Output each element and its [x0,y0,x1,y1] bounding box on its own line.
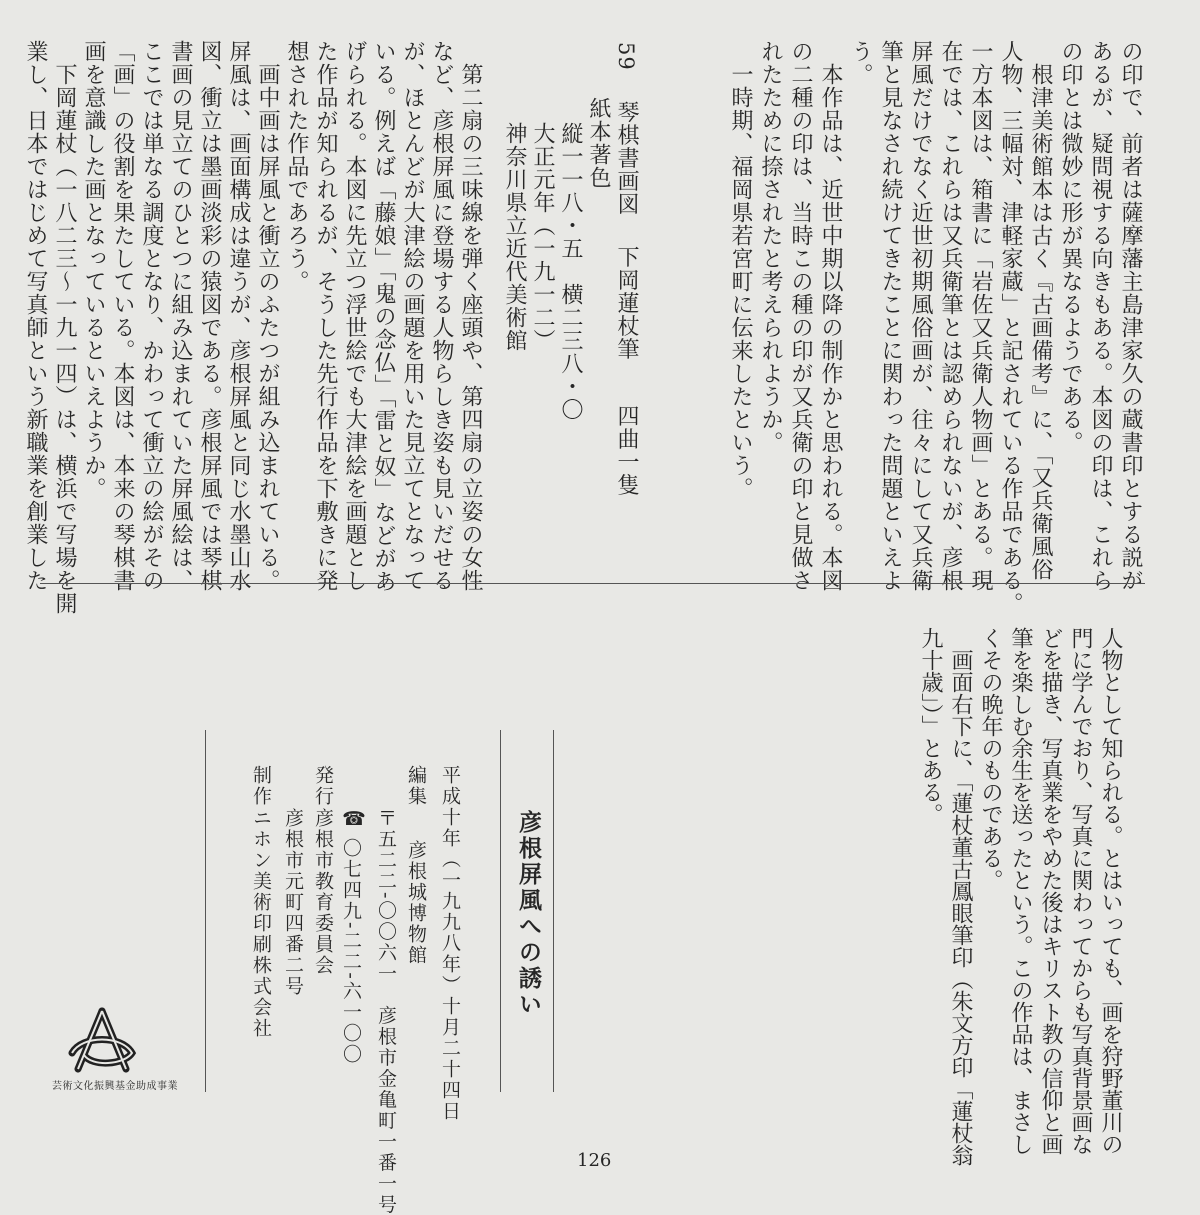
colophon-production-row [248,765,275,1039]
text-line: あるが、疑問視する向きもある。本図の印は、これら [1088,40,1113,592]
text-line: 屏風だけでなく近世初期風俗画が、往々にして又兵衛 [908,40,933,592]
text-line: 九十歳」）」とある。 [918,627,943,825]
entry-medium: 紙本著色 [586,97,611,189]
text-line: 本作品は、近世中期以降の制作かと思われる。本図 [818,40,843,592]
text-line: た作品が知られるが、そうした先行作品を下敷きに発 [313,40,338,592]
logo-caption: 芸術文化振興基金助成事業 [52,1081,178,1092]
entry-title: 琴棋書画図 [614,100,639,216]
section-divider [40,583,1145,584]
text-block-top-left [21,40,485,615]
entry-heading [612,42,640,497]
text-line: 門に学んでおり、写真に関わってからも写真背景画な [1068,627,1093,1155]
text-line: の印で、前者は薩摩藩主島津家久の蔵書印とする説が [1118,40,1143,592]
text-line: 筆を楽しむ余生を送ったという。この作品は、まさし [1008,627,1033,1155]
text-line: 屏風は、画面構成は違うが、彦根屏風と同じ水墨山水 [226,40,251,592]
text-block-top-right [725,40,1145,615]
text-line: う。 [848,40,873,86]
text-line: 人物として知られる。とはいっても、画を狩野董川の [1098,627,1123,1155]
text-line: 一方本図は、箱書に「岩佐又兵衛人物画」とある。現 [968,40,993,592]
text-line: 筆と見なされ続けてきたことに関わった問題といえよ [878,40,903,592]
text-line: 人物、三幅対、津軽家蔵」と記されている作品である。 [998,40,1023,615]
text-line: 「画」の役割を果たしている。本図は、本来の琴棋書 [110,40,135,592]
colophon-publisher-row [310,765,337,976]
text-line: 一時期、福岡県若宮町に伝来したという。 [728,40,753,500]
text-line: 根津美術館本は古く『古画備考』に、「又兵衛風俗 [1028,40,1053,581]
editor-label: 編集 [405,765,427,807]
text-line: いる。例えば「藤娘」「鬼の念仏」「雷と奴」などがあ [371,40,396,593]
entry-date: 大正元年（一九一二） [530,122,555,352]
colophon-editor-row [403,765,430,966]
editor-value: 彦根城博物館 [405,840,427,966]
colophon-phone-row [340,808,365,1065]
colophon-date: 平成十年（一九九八年）十月二十四日 [439,765,461,1122]
entry-format: 四曲一隻 [614,404,639,497]
text-block-bottom-right [915,627,1125,1166]
colophon-border-right [553,730,554,1092]
text-line: の印とは微妙に形が異なるようである。 [1058,40,1083,454]
catalog-entry [500,42,640,497]
text-line: 図、衝立は墨画淡彩の猿図である。彦根屏風では琴棋 [197,40,222,592]
text-line: くその晩年のものである。 [978,627,1003,891]
publisher-address: 彦根市元町四番二号 [282,808,304,997]
phone-icon: ☎ [343,808,365,832]
text-line: どを描き、写真業をやめた後はキリスト教の信仰と画 [1038,627,1063,1155]
text-line: 在では、これらは又兵衛筆とは認められないが、彦根 [938,40,963,592]
colophon-postal: 〒五二二-〇〇六一 彦根市金亀町一番一号 [375,808,397,1215]
text-line: 画を意識した画となっているといえようか。 [81,40,106,500]
entry-number: 59 [614,42,638,71]
colophon-title-border [500,730,501,1092]
text-line: れたために捺されたと考えられようか。 [758,40,783,454]
text-line: 画中画は屏風と衝立のふたつが組み込まれている。 [255,40,280,592]
text-line: 書画の見立てのひとつに組み込まれていた屏風絵は、 [168,40,193,592]
text-line: の二種の印は、当時この種の印が又兵衛の印と見做さ [788,40,813,592]
text-line: 下岡蓮杖（一八二三～一九一四）は、横浜で写場を開 [52,40,77,615]
book-title: 彦根屏風への誘い [515,810,542,1018]
text-line: 画面右下に、「蓮杖董古鳳眼筆印（朱文方印「蓮杖翁 [948,627,973,1166]
publisher-value: 彦根市教育委員会 [312,808,334,976]
publisher-label: 発行 [312,765,334,807]
phone-value: 〇七四九-二二-六一〇〇 [340,838,362,1065]
text-line: 想された作品であろう。 [284,40,309,293]
text-line: げられる。本図に先立つ浮世絵でも大津絵を画題とし [342,40,367,592]
text-line: 第二扇の三味線を弾く座頭や、第四扇の立姿の女性 [458,40,483,592]
text-line: ここでは単なる調度となり、かわって衝立の絵がその [139,40,164,592]
arts-fund-logo [62,1005,142,1079]
text-line: 業し、日本ではじめて写真師という新職業を創業した [23,40,48,592]
production-value: ニホン美術印刷株式会社 [250,808,272,1039]
entry-dimensions: 縦一一八・五 横二三八・〇 [558,122,583,421]
page-number: 126 [577,1150,612,1171]
text-line: など、彦根屏風に登場する人物らしき姿も見いだせる [429,40,454,592]
production-label: 制作 [250,765,272,807]
colophon-border-left [205,730,206,1092]
entry-collection: 神奈川県立近代美術館 [502,122,527,352]
entry-artist: 下岡蓮杖筆 [614,245,639,361]
text-line: が、ほとんどが大津絵の画題を用いた見立てとなって [400,40,425,592]
